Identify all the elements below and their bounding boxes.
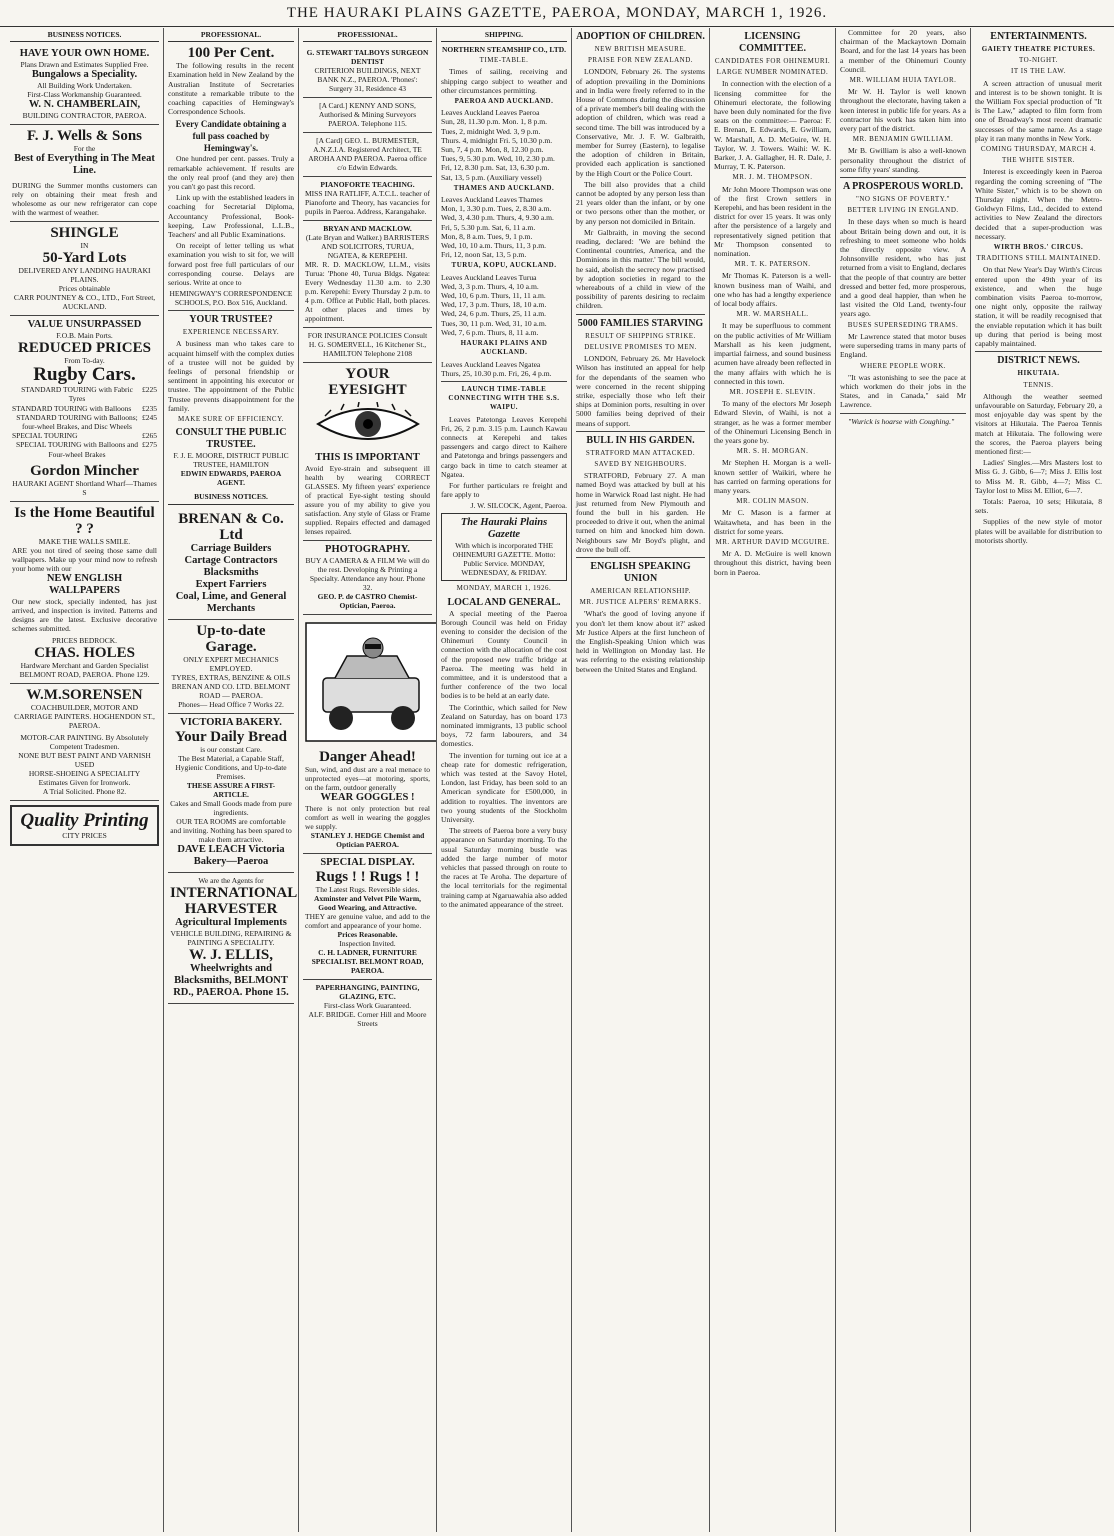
ad-line: Phones— Head Office 7 Works 22. <box>178 699 284 709</box>
article-subheading: MR. T. K. PATERSON. <box>734 260 811 269</box>
ad-quality-printing <box>10 805 159 846</box>
ad-line: HAURAKI AGENT Shortland Wharf—Thames S <box>12 478 157 497</box>
article-subheading: STRATFORD MAN ATTACKED. <box>585 448 696 457</box>
ad-name: HEMINGWAY'S CORRESPONDENCE SCHOOLS, P.O. Box 516, Auckland. <box>169 289 293 308</box>
ad-insurance: FOR INSURANCE POLICIES Consult H. G. SOMERVELL, 16 Kitchener St., HAMILTON Telephone 2108 <box>303 328 432 363</box>
article-subheading: SAVED BY NEIGHBOURS. <box>594 459 687 468</box>
ad-heading: NORTHERN STEAMSHIP CO., LTD. <box>441 45 567 55</box>
article-body: In these days when so much is heard about Britain being down and out, it is refreshing to meet someone who holds the directly opposite view. A Johnsonville resident, who has just returned from a visit to England, declares that the people of that country are better dressed and better fed, more prosperous, and a good deal happier, than when he last visited the Old Land, twenty-four years ago. <box>840 217 966 319</box>
article-body: STRATFORD, February 27. A man named Boyd was attacked by bull at his home in Warwick Road last night. He had just returned from New Plymouth and found the bull in his garden. He proceeded to drive it out, when the animal turned on him and knocked him down. Neighbours saw Mr Boyd's plight, and drove the bull off. <box>576 471 705 554</box>
ad-line: Prices obtainable <box>58 284 111 294</box>
article-subheading: AMERICAN RELATIONSHIP. <box>590 586 691 595</box>
ad-name: STANLEY J. HEDGE Chemist and Optician PAEROA. <box>310 830 425 849</box>
article-body: Times of sailing, receiving and shipping cargo subject to weather and other circumstances permitting. <box>441 67 567 95</box>
divider <box>576 314 705 315</box>
article-subheading: PRAISE FOR NEW ZEALAND. <box>587 56 694 65</box>
article-body: It may be superfluous to comment on the public activities of Mr William Marshall as his keen judgment, impartial fairness, and sound business acumen have already been reflected in the many affairs with which he is connected in this town. <box>714 321 831 386</box>
ad-bryan <box>303 221 432 328</box>
timetable-heading: HAURAKI PLAINS AND AUCKLAND. <box>460 339 548 357</box>
ad-heading: REDUCED PRICES <box>18 340 151 357</box>
article-heading: ENTERTAINMENTS. <box>990 31 1087 42</box>
timetable-row: Leaves Auckland Leaves Turua <box>441 272 537 282</box>
article-body: To many of the electors Mr Joseph Edward Slevin, of Waihi, is not a stranger, as he was a former member of the Ohinemuri Licensing Bench in the years gone by. <box>714 399 831 445</box>
article-body: The following results in the recent Examination held in New Zealand by the Australian Institute of Secretaries constitute a remarkable tribute to the coaching capacities of Hemingway's Correspondence Schools. <box>168 61 294 117</box>
ad-line: THESE ASSURE A FIRST-ARTICLE. <box>186 780 276 799</box>
ad-line: HORSE-SHOEING A SPECIALITY <box>28 768 141 778</box>
article-subheading: RESULT OF SHIPPING STRIKE. <box>585 331 696 340</box>
ad-line: TYRES, EXTRAS, BENZINE & OILS <box>171 672 291 682</box>
ad-line: EDWIN EDWARDS, PAEROA AGENT. <box>180 469 282 488</box>
ad-shingle <box>10 222 159 316</box>
timetable-row: Thurs. 4, midnight Fri. 5, 10.30 p.m. <box>441 135 553 145</box>
ad-name: Gordon Mincher <box>30 462 139 479</box>
ad-bakery <box>168 714 294 873</box>
ad-heading: Rugby Cars. <box>33 364 136 386</box>
price-row: STANDARD TOURING with Balloons £235 <box>12 403 157 413</box>
article-subheading: MR. BENJAMIN GWILLIAM. <box>852 135 954 144</box>
eye-icon <box>313 402 423 446</box>
article-body: Mr John Moore Thompson was one of the first Crown settlers in Kerepehi, and has been resident in the district for over 15 years. It was only after the persistence of a largely and representatively signed petition that Mr Thompson consented to nomination. <box>714 184 831 259</box>
ad-heading: Danger Ahead! <box>319 748 416 765</box>
ad-line: Coal, Lime, and General Merchants <box>175 590 287 614</box>
ad-name: W. J. ELLIS, <box>188 946 274 963</box>
article-subheading: COMING THURSDAY, MARCH 4. <box>980 145 1097 154</box>
ad-line: Bungalows a Speciality. <box>31 69 138 81</box>
article-subheading: TO-NIGHT. <box>1018 56 1059 65</box>
article-subheading: GAIETY THEATRE PICTURES. <box>981 45 1096 53</box>
article-body: Committee for 20 years, also chairman of the Mackaytown Domain Board, and for the last 14 years has been a member of the Ohinemuri County Council. <box>840 28 966 74</box>
timetable <box>441 195 567 259</box>
ad-heading: PIANOFORTE TEACHING. <box>320 180 415 190</box>
column-business-notices <box>6 28 164 1532</box>
ad-heading: HAVE YOUR OWN HOME. <box>19 48 150 60</box>
article-subheading: WIRTH BROS.' CIRCUS. <box>993 243 1084 252</box>
article-body: Mr Lawrence stated that motor buses were superseding trams in many parts of England. <box>840 331 966 360</box>
timetable-row: Wed, 10, 10 a.m. Thurs, 11, 3 p.m. <box>441 241 547 251</box>
ad-line: BRENAN AND CO. LTD. BELMONT ROAD — PAEROA. <box>171 681 291 700</box>
article-body: The streets of Paeroa bore a very busy appearance on Saturday morning. To the usual Saturday morning bustle was added the large number of motor vehicles that passed through on route to the races at Te Aroha. The departure of the local territorials for the regimental training camp at Ngaruawahia also added to the animated appearance of the street. <box>441 826 567 909</box>
ad-body: There is not only protection but real comfort as well in wearing the goggles we supply. <box>305 803 430 831</box>
ad-body: THEY are genuine value, and add to the comfort and appearance of your home. <box>305 911 430 930</box>
ad-line: Plans Drawn and Estimates Supplied Free. <box>20 60 149 70</box>
timetable-row: Wed, 3, 3 p.m. Thurs, 4, 10 a.m. <box>441 281 539 291</box>
masthead: THE HAURAKI PLAINS GAZETTE, PAEROA, MONDAY, MARCH 1, 1926. <box>0 0 1114 27</box>
article-subheading: MR. W. MARSHALL. <box>736 310 809 319</box>
ad-heading: BRYAN AND MACKLOW. <box>323 224 412 234</box>
ad-line: ONLY EXPERT MECHANICS EMPLOYED. <box>183 654 279 673</box>
ad-body: MR. R. D. MACKLOW, LL.M., visits Turua: 'Phone 40, Turua Bldgs. Ngatea: Every Wednesday 11.30 a.m. to 2.30 p.m. Kerepehi: Every Thursday 2 p.m. to 4 p.m. Office at Public Hall, both places. At other places and times by appointment. <box>305 260 430 324</box>
article-subheading: MR. WILLIAM HUIA TAYLOR. <box>849 76 957 85</box>
ad-body: Sun, wind, and dust are a real menace to unprotected eyes—at motoring, sports, on the farm, outdoor generally <box>305 764 430 792</box>
article-subheading: DELUSIVE PROMISES TO MEN. <box>584 342 697 351</box>
timetable-row: Fri, 12, noon Sat, 13, 5 p.m. <box>441 250 527 260</box>
article-subheading: MR. JOSEPH E. SLEVIN. <box>729 387 816 396</box>
article-body: Mr Thomas K. Paterson is a well-known business man of Waihi, and one who has had a lengthy experience of local body affairs. <box>714 271 831 309</box>
ad-subheading: EXPERIENCE NECESSARY. <box>182 328 280 337</box>
ad-line: Agricultural Implements <box>175 916 287 928</box>
ad-line: is our constant Care. <box>200 744 262 754</box>
article-heading: ADOPTION OF CHILDREN. <box>576 31 705 42</box>
ad-heading: NEW ENGLISH WALLPAPERS <box>46 572 123 596</box>
ad-home <box>10 45 159 125</box>
article-body: One hundred per cent. passes. Truly a remarkable achievement. If results are the only real proof (and they are) then you can't go past this record. <box>168 154 294 192</box>
article-body: LONDON, February 26. Mr Havelock Wilson has instituted an appeal for help for the dependants of the seamen who were concerned in the recent shipping strike, especially those who left their ships at Dominion ports, resulting in over 5000 families being deprived of their means of support. <box>576 354 705 428</box>
column-professional-2 <box>299 28 437 1532</box>
article-body: Interest is exceedingly keen in Paeroa regarding the coming screening of "The White Sister," which is to be shown on Thursday night. When the Metro-Goldwyn Films, Ltd., decided to extend activities to New Zealand the directors decided that a super-production was necessary. <box>975 167 1102 241</box>
ad-wallpaper <box>10 502 159 684</box>
ad-line: DELIVERED ANY LANDING HAURAKI PLAINS. <box>18 266 151 285</box>
ad-line: First-class Work Guaranteed. <box>323 1000 412 1010</box>
article-body: A special meeting of the Paeroa Borough Council was held on Friday evening to consider the decision of the Ohinemuri County Council in connection with the allocation of the cost of the proposed new traffic bridge at Paeroa. The meeting was held in committee, and it is understood that a further conference of the two local bodies is to be held at an early date. <box>441 608 567 701</box>
column-news-3 <box>836 28 971 1532</box>
ad-rugs <box>303 854 432 980</box>
article-body: Ladies' Singles.—Mrs Masters lost to Miss G. J. Gibb, 6—7; Miss J. Ellis lost to Miss M. R. Gibb, 4—7; Miss C. Taylor lost to Miss M. Elliot, 6—7. <box>975 458 1102 495</box>
ad-line: From To-day. <box>64 356 105 366</box>
ad-body: ARE you not tired of seeing those same dull wallpapers. Make up your mind now to refresh your home with our <box>12 545 157 573</box>
price-row: SPECIAL TOURING with Balloons and Four-wheel Brakes £275 <box>16 440 157 459</box>
article-body: For further particulars re freight and fare apply to <box>441 480 567 500</box>
ad-line: CITY PRICES <box>62 830 107 840</box>
section-heading: BUSINESS NOTICES. <box>168 490 294 504</box>
ad-eyesight <box>303 363 432 541</box>
ad-line: Axminster and Velvet Pile Warm, Good Wearing, and Attractive. <box>313 893 421 912</box>
article-body: Leaves Patetonga Leaves Kerepehi Fri, 26, 2 p.m. 3.15 p.m. Launch Kawau connects at Kerepehi and takes passengers and cargo direct to Kaihere and Patetonga and brings passengers and cargo back in time to catch steamer at Ngatea. <box>441 414 567 479</box>
article-body: On that New Year's Day Wirth's Circus entered upon the 49th year of its existence, and when the huge combination visits Paeroa to-morrow, one night only, opposite the railway station, it will be readily recognised that the enviable reputation which it has built up during that period is being most capably maintained. <box>975 265 1102 349</box>
timetable-row: Leaves Auckland Leaves Paeroa <box>441 108 540 118</box>
timetable-row: Sun, 7, 4 p.m. Mon, 8, 12.30 p.m. <box>441 145 544 155</box>
ad-line: F. J. E. MOORE, DISTRICT PUBLIC TRUSTEE, HAMILTON <box>173 451 289 470</box>
article-body: A screen attraction of unusual merit and interest is to be shown tonight. It is the William Fox special production of "It is The Law," adapted to film form from one of Broadway's most recent dramatic successes of the same name. As a stage play it ran many months in New York. <box>975 78 1102 143</box>
ad-heading: VALUE UNSURPASSED <box>27 319 142 331</box>
ad-line: CONSULT THE PUBLIC TRUSTEE. <box>175 427 287 451</box>
timetable-row: Thurs, 25, 10.30 p.m. Fri, 26, 4 p.m. <box>441 368 552 378</box>
timetable-row: Mon, 1, 3.30 p.m. Tues, 2, 8.30 a.m. <box>441 204 552 214</box>
article-subheading: BUSES SUPERSEDING TRAMS. <box>847 320 959 329</box>
article-body: Link up with the established leaders in coaching for Secretarial Diploma, Accountancy Professional, Book-keeping, Law Professional, L.L.B., Teachers' and all Public Examinations. <box>168 193 294 240</box>
timetable-row: Wed, 24, 6 p.m. Thurs, 25, 11 a.m. <box>441 309 547 319</box>
ad-line: VEHICLE BUILDING, REPAIRING & PAINTING A SPECIALITY. <box>170 928 292 947</box>
divider <box>840 413 966 414</box>
price-row: SPECIAL TOURING £265 <box>12 431 157 441</box>
ad-heading: VICTORIA BAKERY. <box>180 716 282 728</box>
timetable-row: Tues, 30, 11 p.m. Wed, 31, 10 a.m. <box>441 318 547 328</box>
ad-line: MAKE THE WALLS SMILE. <box>38 536 131 546</box>
ad-line: Carriage Builders <box>190 542 272 554</box>
ad-body: DURING the Summer months customers can rely on obtaining their meat fresh and wholesome as our new refrigerator can cope with the warmest of weather. <box>12 181 157 218</box>
ad-line: OUR TEA ROOMS are comfortable and inviting. Nothing has been spared to make them attractive. <box>170 816 292 844</box>
ad-name: GEO. P. de CASTRO Chemist-Optician, Paeroa. <box>317 592 418 611</box>
ad-line: Cakes and Small Goods made from pure ingredients. <box>170 798 292 817</box>
ad-heading: Rugs ! ! Rugs ! ! <box>315 868 420 885</box>
ad-brenan <box>168 508 294 620</box>
ad-heading: THIS IS IMPORTANT <box>315 452 420 464</box>
ad-body: Avoid Eye-strain and subsequent ill health by wearing CORRECT GLASSES. My fifteen years' experience of practical Eye-sight testing should assure you of my ability to give you satisfaction. Any style of Glass or Frame supplied. Repairs effected and damaged lenses repaired. <box>305 464 430 537</box>
article-subheading: MR. JUSTICE ALPERS' REMARKS. <box>579 598 702 607</box>
ad-heading: Up-to-date Garage. <box>196 622 266 655</box>
timetable-heading: THAMES AND AUCKLAND. <box>453 183 555 192</box>
ad-name: C. H. LADNER, FURNITURE SPECIALIST. BELMONT ROAD, PAEROA. <box>311 947 424 975</box>
ad-name: CHAS. HOLES <box>34 644 135 661</box>
ad-heading: YOUR TRUSTEE? <box>189 314 273 326</box>
ad-subheading: TIME-TABLE. <box>479 56 529 65</box>
article-subheading: TRADITIONS STILL MAINTAINED. <box>976 254 1101 263</box>
ad-talboys <box>303 45 432 98</box>
ad-line: CRITERION BUILDINGS, NEXT BANK N.Z., PAEROA. 'Phones': Surgery 31, Residence 43 <box>314 66 421 94</box>
ad-heading: G. STEWART TALBOYS SURGEON DENTIST <box>306 48 429 67</box>
ad-line: We are the Agents for <box>198 875 264 885</box>
ad-heading: SHINGLE <box>50 225 119 242</box>
motorist-illustration <box>305 622 437 742</box>
article-subheading: IT IS THE LAW. <box>1011 67 1066 76</box>
article-body: "It was astonishing to see the pace at which workmen do their jobs in the States, and in Canada," said Mr Lawrence. <box>840 372 966 410</box>
ad-name: ALF. BRIDGE. Corner Hill and Moore Streets <box>308 1009 427 1028</box>
ad-body: Our new stock, specially indented, has just arrived, and inspection is invited. Patterns and designs are the latest. Exclusive decorative schemes submitted. <box>12 596 157 633</box>
ad-line: Hardware Merchant and Garden Specialist BELMONT ROAD, PAEROA. Phone 129. <box>19 660 150 679</box>
ad-line: (Late Bryan and Walker.) BARRISTERS AND SOLICITORS, TURUA, NGATEA, & KEREPEHI. <box>305 233 430 261</box>
article-subheading: TENNIS. <box>1023 380 1054 389</box>
article-subheading: WHERE PEOPLE WORK. <box>859 361 947 370</box>
article-body: On receipt of letter telling us what examination you wish to sit for, we will forward post free full particulars of our corresponding course. Delays are serious. Write at once to <box>168 241 294 288</box>
section-heading: PROFESSIONAL. <box>168 28 294 42</box>
article-subheading: LARGE NUMBER NOMINATED. <box>716 68 829 77</box>
article-subheading: "NO SIGNS OF POVERTY." <box>856 195 950 204</box>
divider <box>576 431 705 432</box>
ad-heading: BRENAN & Co. Ltd <box>178 510 284 543</box>
column-shipping <box>437 28 572 1532</box>
article-heading: 100 Per Cent. <box>187 45 275 62</box>
ad-garage <box>168 620 294 714</box>
timetable-row: Tues, 2, midnight Wed. 3, 9 p.m. <box>441 126 541 136</box>
article-body: LONDON, February 26. The systems of adoption prevailing in the Dominions and in India were freely referred to in the House of Commons during the discussion of a private member's bill dealing with the adoption of children, which was read a second time. The bill was introduced by a Conservative, Mr. J. F. W. Galbraith, member for Surrey (Eastern), to legalise the adoption of children in Britain, provided each application is sanctioned by the High Court or the Police Court. <box>576 67 705 178</box>
ad-line: Best of Everything in The Meat Line. <box>14 153 155 177</box>
timetable-row: Mon, 8, 8 a.m. Tues, 9, 1 p.m. <box>441 231 533 241</box>
ad-heading: INTERNATIONAL HARVESTER <box>170 884 298 917</box>
ad-line: All Building Work Undertaken. <box>37 81 132 91</box>
ad-name: J. W. SILCOCK, Agent, Paeroa. <box>470 501 567 511</box>
ad-line: Inspection Invited. <box>339 938 396 948</box>
divider <box>168 310 294 311</box>
ad-kenny: [A Card.] KENNY AND SONS, Authorised & Mining Surveyors PAEROA. Telephone 115. <box>303 98 432 133</box>
article-body: Mr Stephen H. Morgan is a well-known settler of Waikiri, where he has carried on farming operations for many years. <box>714 458 831 495</box>
ad-heading: Your Daily Bread <box>175 728 287 745</box>
article-bold: Every Candidate obtaining a full pass coached by Hemingway's. <box>175 119 287 154</box>
ad-heading: PHOTOGRAPHY. <box>325 544 410 556</box>
ad-line: Estimates Given for Ironwork. <box>38 777 131 787</box>
article-body: Totals: Paeroa, 10 sets; Hikutaia, 8 sets. <box>975 496 1102 516</box>
ad-line: Prices Reasonable. <box>337 929 398 939</box>
ad-heading: F. J. Wells & Sons <box>26 128 143 145</box>
timetable-row: Tues, 9, 5.30 p.m. Wed, 10, 2.30 p.m. <box>441 154 555 164</box>
ad-rugby <box>10 316 159 502</box>
timetable-heading: TURUA, KOPU, AUCKLAND. <box>451 261 557 270</box>
article-heading: ENGLISH SPEAKING UNION <box>590 560 691 584</box>
article-subheading: MR. S. H. MORGAN. <box>736 447 809 456</box>
ad-line: First-Class Workmanship Guaranteed. <box>27 90 142 100</box>
column-professional <box>164 28 299 1532</box>
ad-line: F.O.B. Main Ports. <box>56 331 113 341</box>
ad-line: Expert Farriers <box>195 578 267 590</box>
article-body: Mr C. Mason is a farmer at Waitawheta, and has been in the district for some years. <box>714 508 831 536</box>
article-body: Mr W. H. Taylor is well known throughout the electorate, having taken a keen interest in public life for years. As a contractor his work has taken him into every part of the district. <box>840 87 966 134</box>
ad-piano <box>303 177 432 221</box>
article-subheading: CANDIDATES FOR OHINEMURI. <box>714 57 831 65</box>
timetable-heading: PAEROA AND AUCKLAND. <box>454 97 554 106</box>
article-body: "Wurick is hoarse with Coughing." <box>848 416 955 426</box>
article-heading: 5000 FAMILIES STARVING <box>577 317 704 329</box>
article-subheading: HIKUTAIA. <box>1017 369 1060 378</box>
ad-body: MISS INA RATLIFF, A.T.C.L. teacher of Pianoforte and Theory, has vacancies for pupils in Paeroa. Address, Karangahake. <box>305 189 430 217</box>
article-heading: LICENSING COMMITTEE. <box>739 31 806 54</box>
timetable-row: Wed, 17, 3 p.m. Thurs, 18, 10 a.m. <box>441 300 547 310</box>
ad-burmester: [A Card] GEO. L. BURMESTER, A.N.Z.I.A. Registered Architect, TE AROHA AND PAEROA. Paeroa office c/o Edwin Edwards. <box>303 133 432 177</box>
article-heading: LOCAL AND GENERAL. <box>447 596 561 608</box>
article-subheading: MR. ARTHUR DAVID MCGUIRE. <box>715 537 830 546</box>
article-body: The invention for turning out ice at a cheap rate for domestic refrigeration, which was tested at the Savoy Hotel, London, last Friday, has been sold to an American syndicate for £500,000, in addition to royalties. The inventors are two young students of the Stockholm University. <box>441 750 567 825</box>
ad-heading: Is the Home Beautiful ? ? <box>14 504 155 537</box>
ad-line: MOTOR-CAR PAINTING. By Absolutely Competent Tradesmen. <box>20 732 149 751</box>
timetable-row: Sun, 28, 11.30 p.m. Mon. 1, 8 p.m. <box>441 117 548 127</box>
article-heading: A PROSPEROUS WORLD. <box>842 181 964 193</box>
article-body: The bill also provides that a child cannot be adopted by any person less than 21 years older than the infant, or by one or two persons other than the mother, or by any person not domiciled in Britain. <box>576 179 705 226</box>
timetable-row: Leaves Auckland Leaves Thames <box>441 195 543 205</box>
ad-heading: YOUR EYESIGHT <box>328 366 407 399</box>
ad-harvester <box>168 873 298 1004</box>
ad-line: PRICES BEDROCK. <box>51 635 117 645</box>
section-heading: BUSINESS NOTICES. <box>10 28 159 42</box>
timetable-row: Fri, 12, 8.30 p.m. Sat, 13, 6.30 p.m. <box>441 163 550 173</box>
ad-line: A Trial Solicited. Phone 82. <box>42 786 127 796</box>
article-body: In connection with the election of a licensing committee for the Ohinemuri electorate, the following have been duly nominated for the five seats on the committee:— Paeroa: F. E. Brenan, E. Edwards, E. Gwilliam, W. Marshall, A. D. McGuire, W. H. Taylor, W. J. Towers. Waihi: W. K. Barker, J. A. Gallagher, H. R. Dale, J. Murray, T. K. Paterson. <box>714 79 831 172</box>
article-body: Mr B. Gwilliam is also a well-known personality throughout the district of some fifty years' standing. <box>840 146 966 174</box>
gazette-nameplate <box>441 513 567 581</box>
price-row: STANDARD TOURING with Balloons; four-wheel Brakes, and Disc Wheels £245 <box>16 412 157 432</box>
section-heading: PROFESSIONAL. <box>303 28 432 42</box>
article-subheading: MR. J. M. THOMPSON. <box>732 173 813 182</box>
divider <box>840 177 966 178</box>
ad-line: Blacksmiths <box>203 566 259 578</box>
divider <box>975 351 1102 352</box>
timetable <box>441 108 567 182</box>
article-body: A business man who takes care to acquaint himself with the complex duties of a trustee will not be guided by feelings of personal friendship or sentiment in appointing his executor or trustee. The appointment of the Public Trustee prevents disappointment for the family. <box>168 339 294 413</box>
timetable-row: Leaves Auckland Leaves Ngatea <box>441 359 541 369</box>
article-heading: BULL IN HIS GARDEN. <box>586 434 695 446</box>
ad-sorensen <box>10 684 159 801</box>
ad-line: NONE BUT BEST PAINT AND VARNISH USED <box>18 750 151 769</box>
ad-body: BUY A CAMERA & A FILM We will do the rest. Developing & Printing a Specialty. Attendance any hour. Phone 32. <box>305 556 430 593</box>
ad-name: W. N. CHAMBERLAIN, <box>28 99 141 111</box>
gazette-subtitle: With which is incorporated THE OHINEMURI GAZETTE. Motto: Public Service. MONDAY, WEDNESDAY, & FRIDAY. <box>452 541 556 578</box>
timetable-row: Wed, 3, 4.30 p.m. Thurs, 4, 9.30 a.m. <box>441 213 554 223</box>
article-body: Mr A. D. McGuire is well known throughout this district, having been born in Paeroa. <box>714 549 831 577</box>
column-entertainments <box>971 28 1106 1532</box>
ad-name: W.M.SORENSEN <box>26 686 143 703</box>
timetable <box>441 273 567 337</box>
ad-danger <box>303 615 432 853</box>
article-subheading: BETTER LIVING IN ENGLAND. <box>847 206 959 215</box>
ad-line: Cartage Contractors <box>184 554 278 566</box>
ad-line: CARR POUNTNEY & CO., LTD., Fort Street, AUCKLAND. <box>13 293 156 312</box>
column-news-2 <box>710 28 836 1532</box>
article-body: 'What's the good of loving anyone if you don't let them know about it?' asked Mr Justice Alpers at the first luncheon of the English-Speaking Union which was held in Wellington on Monday last. He was referring to the existing relationship between the United States and England. <box>576 609 705 674</box>
article-subheading: NEW BRITISH MEASURE. <box>594 45 687 53</box>
ad-name: DAVE LEACH Victoria Bakery—Paeroa <box>177 843 285 867</box>
ad-heading: SPECIAL DISPLAY. <box>320 856 415 868</box>
ad-line: MAKE SURE OF EFFICIENCY. <box>178 415 284 424</box>
ad-line: COACHBUILDER, MOTOR AND CARRIAGE PAINTERS. HOGHENDON ST., PAEROA. <box>14 702 155 730</box>
timetable-row: Fri, 5, 5.30 p.m. Sat, 6, 11 a.m. <box>441 222 536 232</box>
ad-line: BUILDING CONTRACTOR, PAEROA. <box>22 111 147 121</box>
ad-heading: PAPERHANGING, PAINTING, GLAZING, ETC. <box>315 982 420 1001</box>
section-heading: SHIPPING. <box>441 28 567 42</box>
divider <box>441 381 567 382</box>
ad-heading: WEAR GOGGLES ! <box>320 791 415 803</box>
ad-line: For the <box>73 144 96 154</box>
ad-line: The Latest Rugs. Reversible sides. <box>315 884 420 894</box>
columns <box>6 28 1110 1532</box>
price-row: STANDARD TOURING with Fabric Tyres £225 <box>21 385 157 404</box>
article-body: Although the weather seemed unfavourable on Saturday, February 20, a most enjoyable day was spent by the visitors at Hikutaia. The Paeroa Tennis match at Hikutaia. The following were the scores, the Paeroa players being mentioned first:— <box>975 391 1102 456</box>
ad-line: The Best Material, a Capable Staff, Hygienic Conditions, and Up-to-date Premises. <box>175 753 287 781</box>
article-body: Mr Galbraith, in moving the second reading, declared: 'We are behind the Continental countries, America, and the Dominions in this matter.' The bill would, he said, abolish the secrecy now practised by adoption societies in regard to the whereabouts of a child in view of the possibility of parents desiring to reclaim children. <box>576 227 705 311</box>
article-heading: DISTRICT NEWS. <box>997 355 1080 367</box>
article-subheading: THE WHITE SISTER. <box>1001 156 1076 165</box>
ad-bridge <box>303 980 432 1032</box>
column-news-1 <box>572 28 710 1532</box>
divider <box>576 557 705 558</box>
issue-date: MONDAY, MARCH 1, 1926. <box>456 584 552 593</box>
timetable-row: Wed, 7, 6 p.m. Thurs, 8, 11 a.m. <box>441 327 539 337</box>
article-body: Supplies of the new style of motor plates will be available for distribution to motorists shortly. <box>975 517 1102 545</box>
timetable-row: Sat, 13, 5 p.m. (Auxiliary vessel) <box>441 172 542 182</box>
ad-photography <box>303 541 432 615</box>
ad-heading: Quality Printing <box>20 809 149 831</box>
ad-line: 50-Yard Lots <box>42 250 127 267</box>
gazette-title: The Hauraki Plains Gazette <box>460 517 548 541</box>
article-subheading: MR. COLIN MASON. <box>736 497 809 506</box>
timetable-row: Wed, 10, 6 p.m. Thurs, 11, 11 a.m. <box>441 291 546 301</box>
ad-line: IN <box>80 241 89 251</box>
timetable-heading: LAUNCH TIME-TABLE CONNECTING WITH THE S.S. WAIPU. <box>448 384 560 412</box>
article-body: The Corinthic, which sailed for New Zealand on Saturday, has on board 173 nominated immigrants, 13 public school boys, 72 farm labourers, and 34 domestics. <box>441 702 567 749</box>
ad-line: Wheelwrights and Blacksmiths, BELMONT RD., PAEROA. Phone 15. <box>173 962 289 998</box>
ad-wells <box>10 125 159 222</box>
